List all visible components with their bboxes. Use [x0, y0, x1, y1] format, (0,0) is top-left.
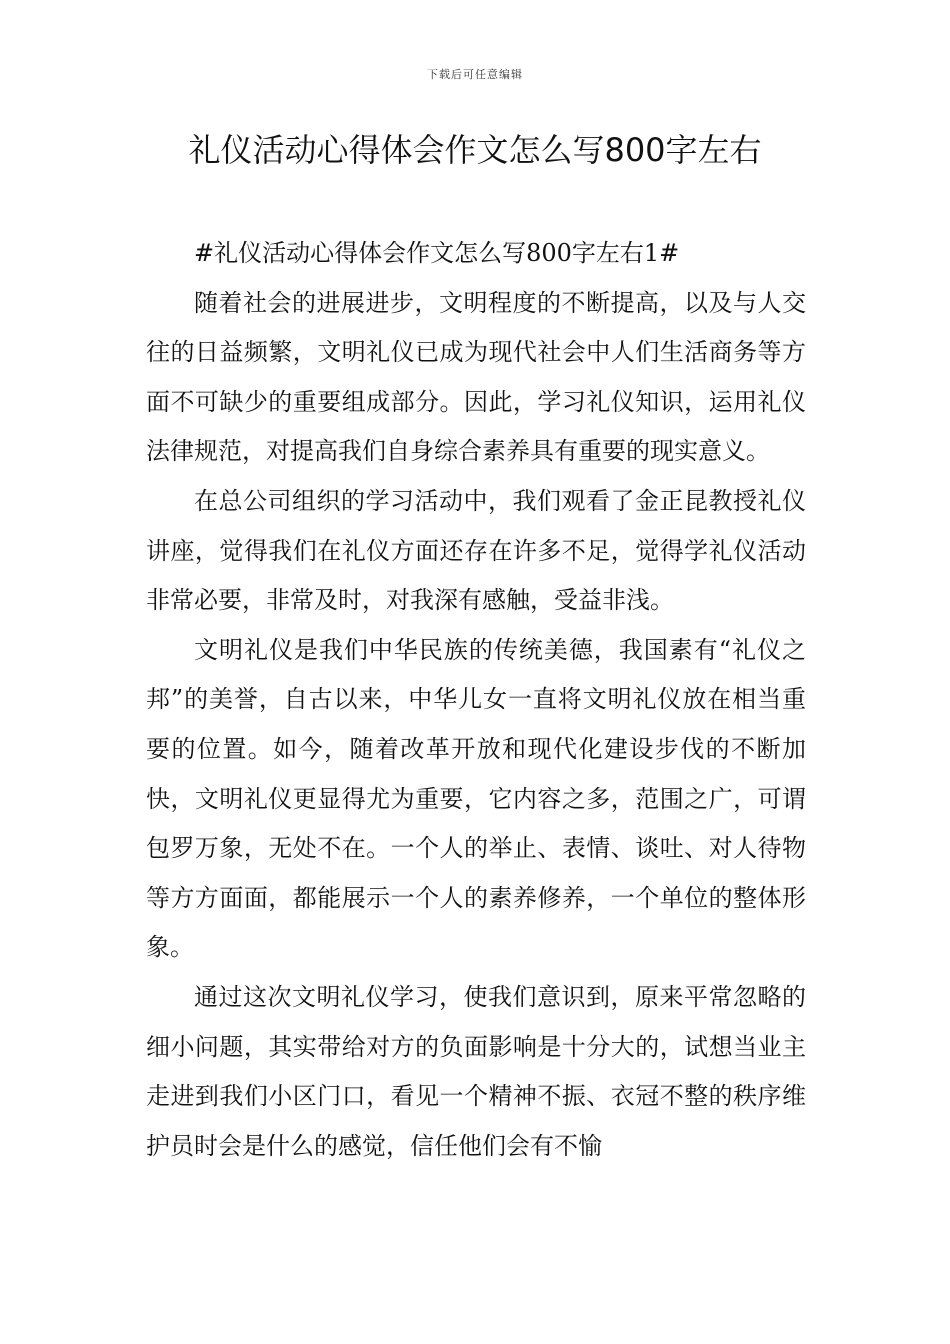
document-body: [146, 229, 806, 1171]
document-title: 礼仪活动心得体会作文怎么写800字左右: [188, 131, 762, 169]
paragraph-4: 通过这次文明礼仪学习，使我们意识到，原来平常忽略的细小问题，其实带给对方的负面影响是十分大的，试想当业主走进到我们小区门口，看见一个精神不振、衣冠不整的秩序维护员时会是什么的感觉，信任他们会有不愉: [146, 982, 806, 1160]
paragraph-3: 文明礼仪是我们中华民族的传统美德，我国素有“礼仪之邦”的美誉，自古以来，中华儿女一直将文明礼仪放在相当重要的位置。如今，随着改革开放和现代化建设步伐的不断加快，文明礼仪更显得尤为重要，它内容之多，范围之广，可谓包罗万象，无处不在。一个人的举止、表情、谈吐、对人待物等方方面面，都能展示一个人的素养修养，一个单位的整体形象。: [146, 635, 806, 962]
section-heading: #礼仪活动心得体会作文怎么写800字左右1#: [194, 239, 680, 267]
paragraph-1: 随着社会的进展进步，文明程度的不断提高，以及与人交往的日益频繁，文明礼仪已成为现代社会中人们生活商务等方面不可缺少的重要组成部分。因此，学习礼仪知识，运用礼仪法律规范，对提高我们自身综合素养具有重要的现实意义。: [146, 288, 806, 466]
header-note: 下载后可任意编辑: [427, 68, 523, 81]
paragraph-2: 在总公司组织的学习活动中，我们观看了金正昆教授礼仪讲座，觉得我们在礼仪方面还存在许多不足，觉得学礼仪活动非常必要，非常及时，对我深有感触，受益非浅。: [146, 486, 806, 615]
